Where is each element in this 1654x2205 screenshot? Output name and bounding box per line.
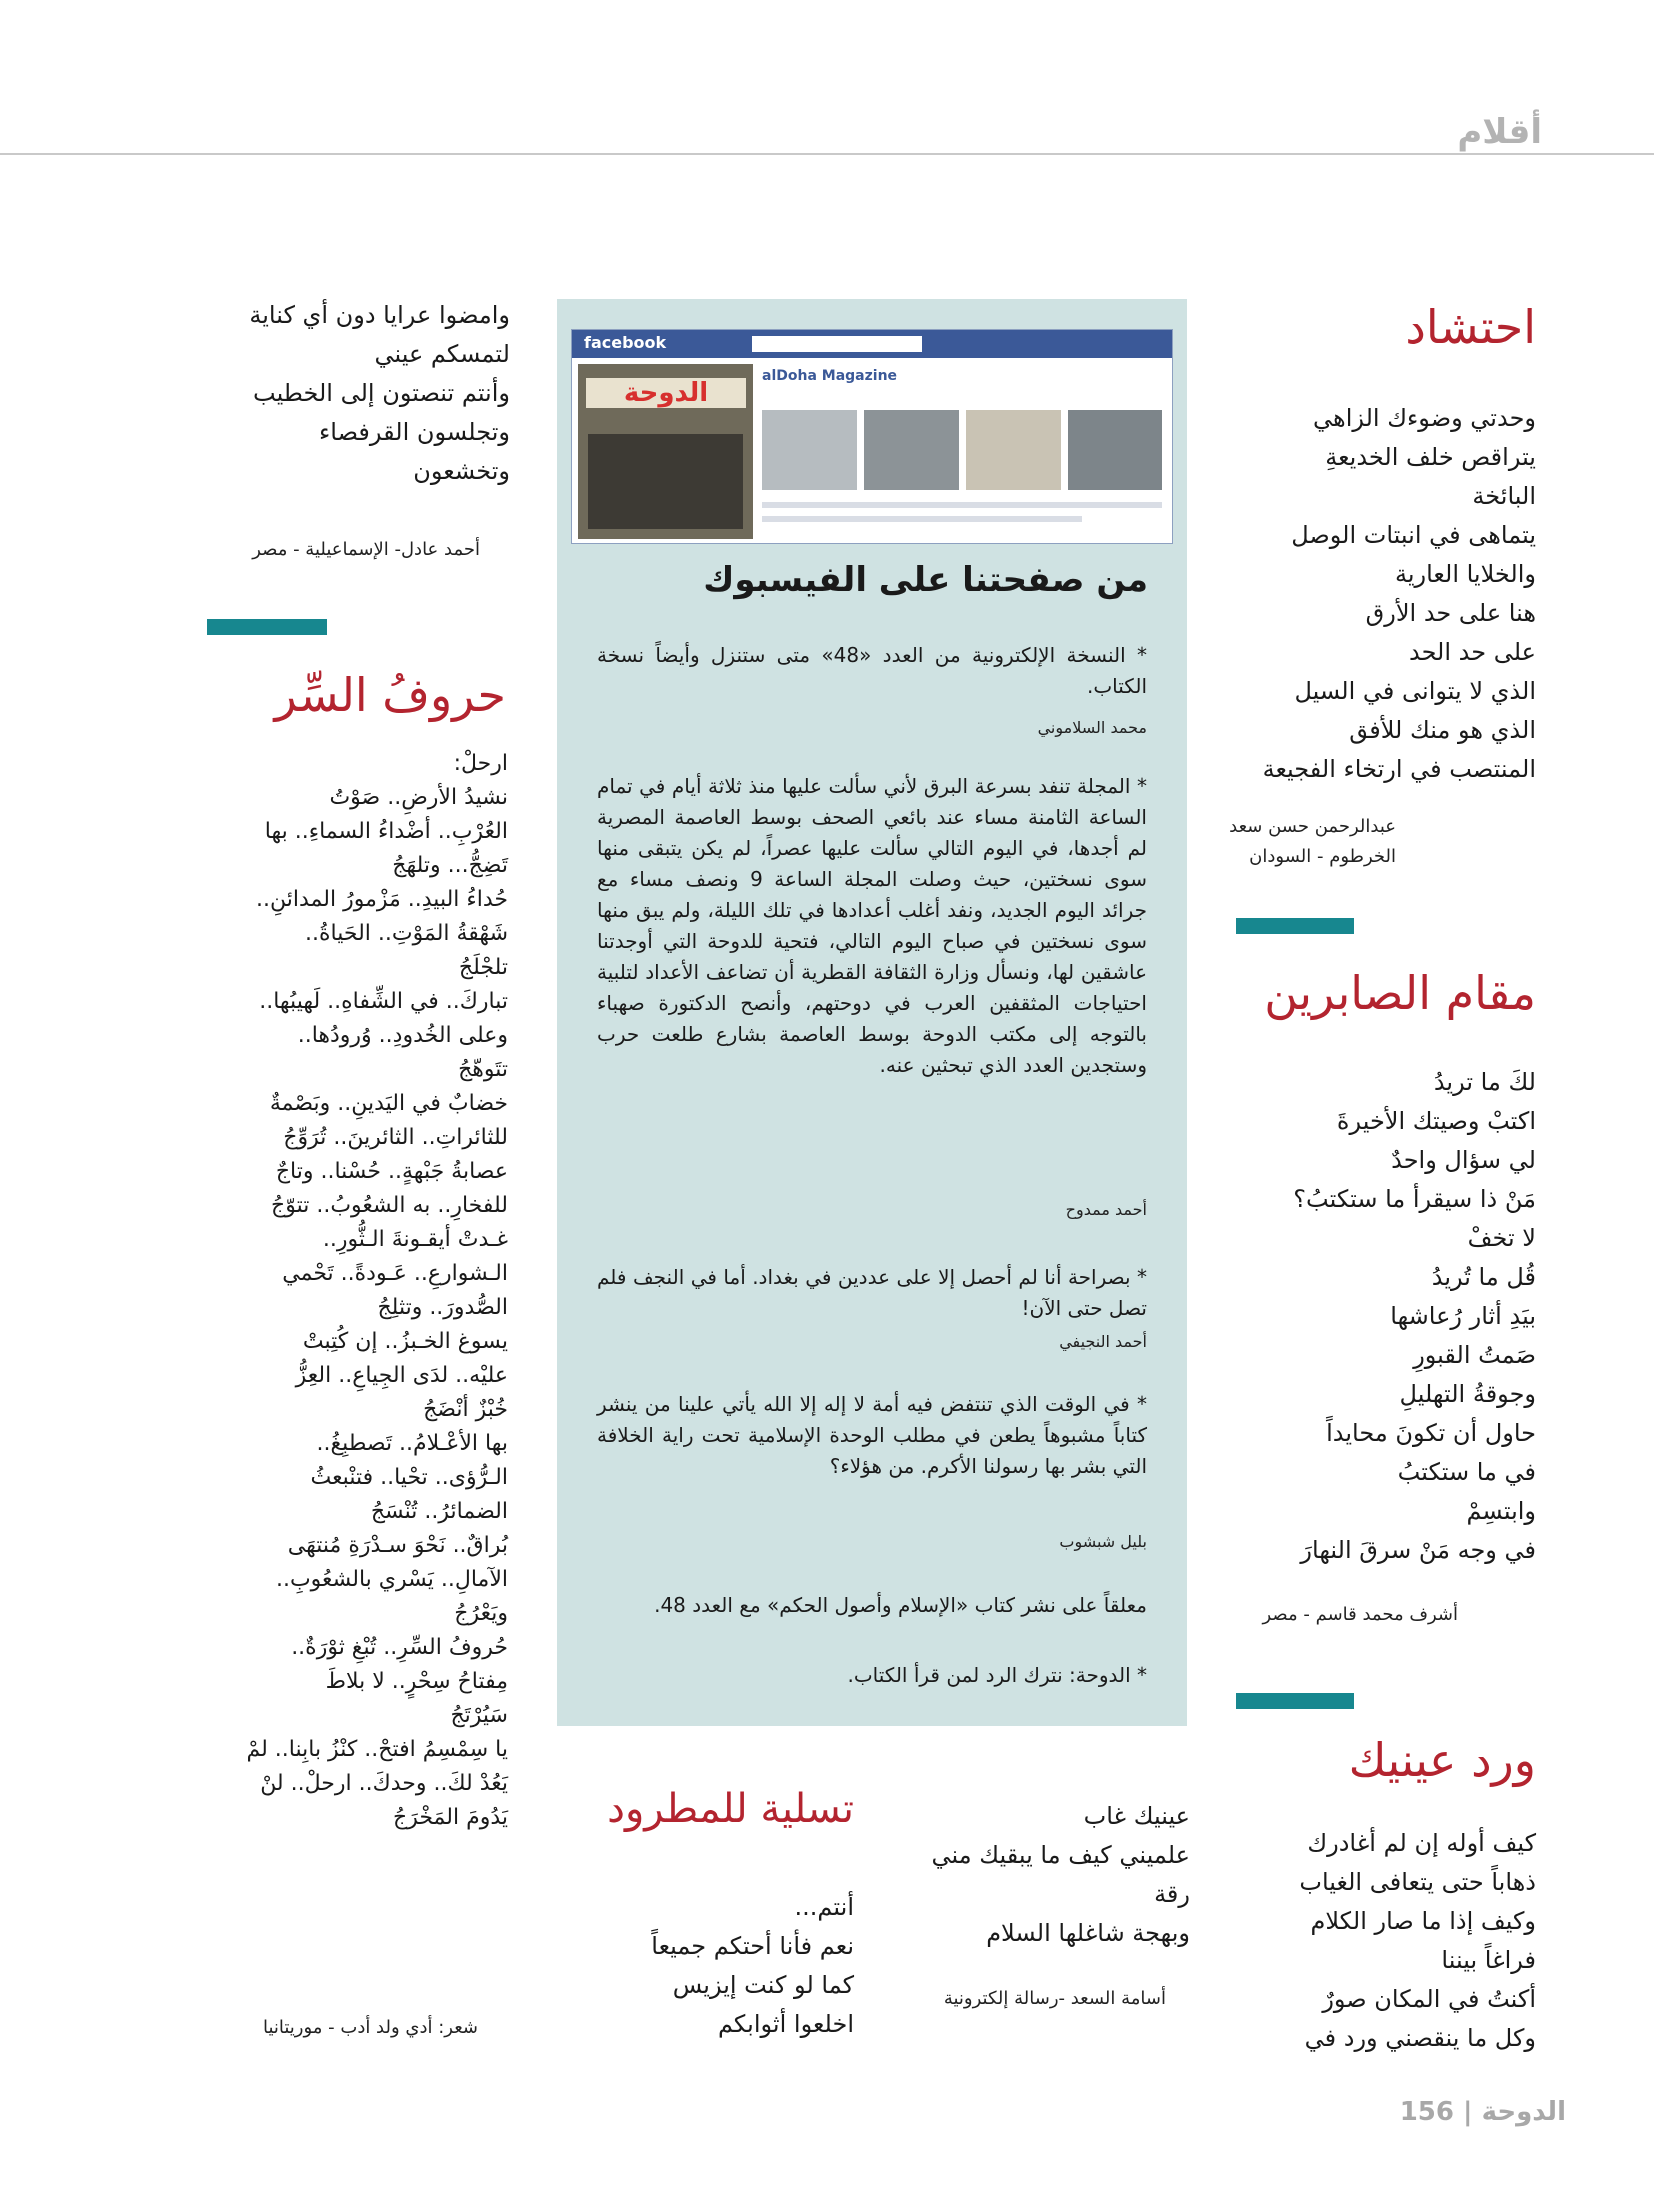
poem-line: عينيك غاب [1083,1802,1190,1830]
facebook-post-author: بليل شبشوب [1059,1532,1147,1551]
poem-line: رقة [1154,1880,1190,1908]
poem-line: مِفتاحُ سِحْرٍ.. لا بلاطَ [325,1669,508,1694]
poem-author-tasliya [190,535,480,565]
poem-line: خُبْزٌ أنْضَجُ [423,1397,508,1422]
poem-line: بيَدِ أثار رُعاشها [1390,1302,1536,1330]
poem-line: والخلايا العارية [1394,560,1536,588]
poem-line: على حد الحد [1408,638,1536,666]
poem-line: كيف أوله إن لم أغادرك [1307,1829,1536,1857]
photo-thumb [864,410,959,490]
poem-line: يَدُومَ المَخْرَجُ [393,1805,508,1830]
poem-body-maqam [1196,1063,1536,1570]
poem-title-huruf: حروفُ السِّر [274,668,506,722]
poem-body-tasliya [554,1888,854,2044]
poem-line: في وجه مَنْ سرقَ النهارَ [1300,1536,1536,1564]
poem-line: تَضِجُّ... وتلهَجُ [392,853,508,878]
poem-line: العُرْبِ.. أضْداءُ السماءِ.. بها [264,819,508,844]
poem-line: صَمتُ القبورِ [1413,1341,1536,1369]
poem-line: اخلعوا أثوابكم [717,2010,854,2038]
facebook-post-author: أحمد ممدوح [1065,1200,1147,1219]
poem-line: وعلى الخُدودِ.. وُرودُها.. [297,1023,508,1048]
poem-line: شَهْقةُ المَوْتِ.. الحَياةُ.. [305,921,508,946]
poem-line: عصابةُ جَبْهةٍ.. حُسْنا.. وتاجٌ [275,1159,508,1184]
poem-line: هنا على حد الأرق [1365,599,1536,627]
poem-continuation-ward [860,1797,1190,1953]
facebook-search-box [752,336,922,352]
poem-line: أكنتُ في المكان صورٌ [1322,1985,1536,2013]
facebook-screenshot [571,329,1173,544]
author-name: أحمد عادل- الإسماعيلية - مصر [252,539,480,560]
poem-line: وتخشعون [413,457,510,485]
poem-line: نشيدُ الأرضِ.. صَوْتُ [329,785,508,810]
poem-line: للفخارِ.. به الشعُوبُ.. تتوّجُ [271,1193,508,1218]
photo-thumb [762,410,857,490]
poem-line: لتمسكم عيني [374,340,510,368]
info-line [762,502,1162,508]
facebook-editor-context: معلقاً على نشر كتاب «الإسلام وأصول الحكم» مع العدد 48. [654,1593,1147,1617]
poem-line: لا تخفْ [1467,1224,1536,1252]
poem-line: وامضوا عرايا دون أي كناية [249,301,510,329]
section-divider [1236,1693,1354,1709]
author-name: عبدالرحمن حسن سعد [1229,816,1396,837]
poem-line: وتجلسون القرفصاء [318,418,510,446]
poem-continuation-tasliya [200,296,510,491]
poem-line: وابتسِمْ [1466,1497,1536,1525]
poem-line: الضمائرُ.. تُنْسَجُ [370,1499,508,1524]
poem-line: في ما ستكتبُ [1397,1458,1536,1486]
poem-line: يَعُدْ لكَ.. وحدكَ.. ارحلْ.. لنْ [260,1771,508,1796]
poem-line: وأنتم تنصتون إلى الخطيب [253,379,510,407]
poem-line: المنتصب في ارتخاء الفجيعة [1262,755,1536,783]
facebook-post-author: محمد السلاموني [1037,718,1147,737]
poem-line: ذهاباً حتى يتعافى الغياب [1299,1868,1536,1896]
poem-body-huruf [198,747,508,1835]
poem-line: ويَعْرُجُ [454,1601,508,1626]
facebook-post-2: * المجلة تنفد بسرعة البرق لأني سألت عليها منذ ثلاثة أيام في تمام الساعة الثامنة مساء عند بائعي الصحف بوسط العاصمة المصرية لم أجدها، في اليوم التالي سألت عليها عصراً، لم يكن يتبقى منها سوى نسختين، حيث وصلت المجلة الساعة 9 ونصف مساء مع جرائد اليوم الجديد، ونفد أغلب أعدادها في تلك الليلة، ولم يبق منها سوى نسختين في صباح اليوم التالي، فتحية للدوحة التي أوجدتنا عاشقين لها، ونسأل وزارة الثقافة القطرية أن تضاعف الأعداد لتلبية احتياجات المثقفين العرب في دوحتهم، وأنصح الدكتورة صهباء بالتوجه إلى مكتب الدوحة بوسط العاصمة بشارع طلعت حرب وستجدين العدد الذي تبحثين عنه. [597,774,1147,1077]
author-place: الخرطوم - السودان [1249,846,1396,867]
poem-author-huruf [198,2013,478,2043]
poem-line: كما لو كنت إيزيس [672,1971,854,1999]
poem-line: الآمالِ.. يَسْري بالشعُوبِ.. [275,1567,508,1592]
photo-thumb [966,410,1061,490]
poem-line: الـشوارعِ.. عَـودةً.. تَحْمي [282,1261,508,1286]
facebook-post-3: * بصراحة أنا لم أحصل إلا على عددين في بغداد. أما في النجف فلم تصل حتى الآن! [597,1265,1147,1320]
poem-line: تتَوهّجُ [458,1057,508,1082]
poem-line: غـدتْ أيقـونةَ الـثُّورِ.. [322,1227,508,1252]
poem-body-ward [1196,1824,1536,2058]
poem-line: الذي هو منك للأفق [1349,716,1536,744]
poem-line: نعم فأنا أحتكم جميعاً [651,1932,854,1960]
poem-line: يا سِمْسِمُ افتحْ.. كنْزُ بابِنا.. لمْ [246,1737,508,1762]
facebook-page-name: alDoha Magazine [762,368,898,384]
poem-line: الصُّدورَ.. وتثلِجُ [377,1295,508,1320]
poem-author-maqam [1198,1600,1458,1630]
page-number: 156 [1399,2097,1454,2127]
poem-title-ward: ورد عينيك [1348,1733,1536,1787]
author-name: أشرف محمد قاسم - مصر [1262,1604,1458,1625]
poem-line: بها الأعْـلامُ.. تَصطبِغُ.. [316,1431,508,1456]
section-divider [1236,918,1354,934]
poem-line: البائخة [1472,482,1536,510]
poem-body-ihtishad [1196,399,1536,789]
poem-line: ارحلْ: [453,751,508,776]
poem-line: وجوقةُ التهليلِ [1399,1380,1536,1408]
poem-line: تلجْلَجُ [458,955,508,980]
section-label: أقلام [1457,112,1542,152]
author-name: أسامة السعد -رسالة إلكترونية [943,1988,1166,2009]
facebook-post-author: أحمد النجيفي [1059,1332,1147,1351]
poem-line: الـرُّؤى.. تحْيا.. فتنْبعثُ [310,1465,508,1490]
poem-title-maqam: مقام الصابرين [1264,966,1536,1020]
poem-line: تباركَ.. في الشِّفاهِ.. لَهيبُها.. [259,989,508,1014]
poem-line: يتماهى في انبتات الوصل [1291,521,1536,549]
poem-line: لكَ ما تريدُ [1433,1068,1536,1096]
facebook-section-title: من صفحتنا على الفيسبوك [703,560,1148,600]
poem-line: أنتم... [794,1893,854,1921]
poem-line: الذي لا يتوانى في السيل [1294,677,1536,705]
poem-line: قُل ما تُريدُ [1431,1263,1536,1291]
magazine-cover-title: الدوحة [586,378,746,408]
poem-author-ihtishad [1196,812,1396,872]
poem-title-tasliya: تسلية للمطرود [607,1786,854,1832]
poem-line: علميني كيف ما يبقيك مني [931,1841,1190,1869]
footer-separator: | [1454,2097,1473,2127]
poem-line: وبهجة شاغلها السلام [986,1919,1190,1947]
poem-line: يتراقص خلف الخديعةِ [1325,443,1536,471]
facebook-editor-reply: * الدوحة: نترك الرد لمن قرأ الكتاب. [847,1663,1147,1687]
photo-thumb [1068,410,1162,490]
poem-author-ward [856,1984,1166,2014]
poem-line: للثائراتِ.. الثائرينَ.. تُرَوِّجُ [283,1125,508,1150]
poem-line: حُداءُ البيدِ.. مَزْمورُ المدائنِ.. [256,887,508,912]
header-rule [0,153,1654,155]
poem-line: يسوغ الخـبزُ.. إن كُتِبتْ [302,1329,508,1354]
info-line [762,516,1082,522]
poem-line: لي سؤال واحدٌ [1391,1146,1536,1174]
poem-line: وحدتي وضوءك الزاهي [1313,404,1536,432]
facebook-logo: facebook [584,333,667,352]
footer-logo: الدوحة [1481,2097,1566,2127]
magazine-cover-image [578,364,753,539]
magazine-cover-art [588,434,743,529]
poem-line: فراغاً بيننا [1441,1946,1536,1974]
poem-line: حُروفُ السِّرِ.. تُبْغِ ثوْرَةٌ.. [291,1635,508,1660]
poem-line: وكل ما ينقصني ورد في [1304,2024,1536,2052]
facebook-topbar [572,330,1172,358]
poem-line: حاول أن تكونَ محايداً [1326,1419,1536,1447]
poem-line: سَيُرْتَجُ [450,1703,508,1728]
poem-line: خضابٌ في اليَدينِ.. وبَصْمةٌ [269,1091,508,1116]
poem-line: اكتبْ وصيتك الأخيرةَ [1336,1107,1536,1135]
poem-line: بُراقٌ.. نَحْوَ سـدْرَةِ مُنتهَى [287,1533,508,1558]
page-footer [1400,2097,1566,2127]
facebook-post-4: * في الوقت الذي تنتفض فيه أمة لا إله إلا الله يأتي علينا من ينشر كتاباً مشبوهاً يطعن في مطلب الوحدة الإسلامية تحت راية الخلافة التي بشر بها رسولنا الأكرم. من هؤلاء؟ [597,1392,1147,1478]
author-name: شعر: أدي ولد أدب - موريتانيا [262,2017,478,2038]
poem-title-ihtishad: احتشاد [1405,300,1536,354]
facebook-info-lines [762,500,1162,530]
poem-line: مَنْ ذا سيقرأ ما ستكتبُ؟ [1293,1185,1536,1213]
facebook-photo-strip [762,410,1162,490]
section-divider [207,619,327,635]
poem-line: عليْه.. لدَى الجِياعِ.. العِزُّ [295,1363,508,1388]
poem-line: وكيف إذا ما صار الكلام [1310,1907,1536,1935]
facebook-post-1: * النسخة الإلكترونية من العدد «48» متى ستنزل وأيضاً نسخة الكتاب. [597,643,1147,698]
